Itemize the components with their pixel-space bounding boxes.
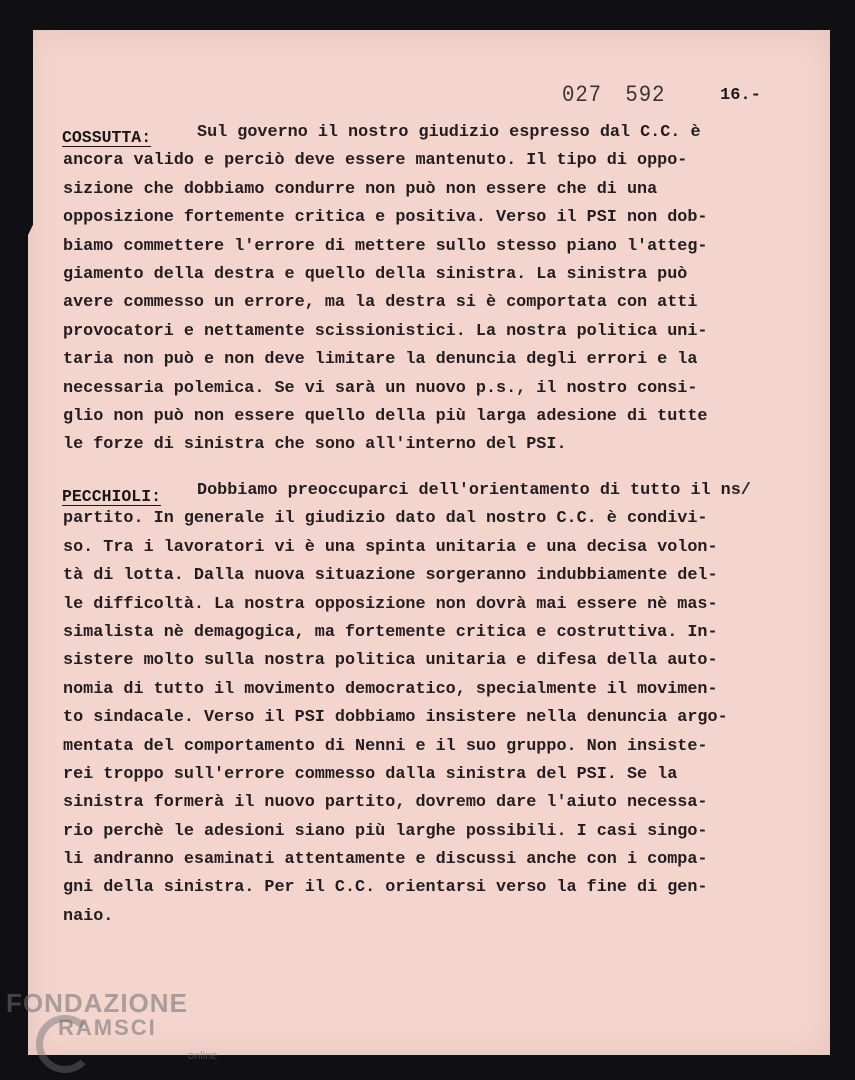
text-line: glio non può non essere quello della più larga adesione di tutte: [63, 406, 708, 426]
text-line: avere commesso un errore, ma la destra si è comportata con atti: [63, 293, 698, 313]
text-line: rei troppo sull'errore commesso dalla sinistra del PSI. Se la: [63, 764, 678, 784]
text-line: rio perchè le adesioni siano più larghe possibili. I casi singo-: [63, 821, 708, 841]
archive-number-part-b: 592: [625, 82, 666, 108]
text-line: sistere molto sulla nostra politica unitaria e difesa della auto-: [63, 651, 718, 671]
speaker-label-cossutta: COSSUTTA:: [62, 128, 152, 147]
text-line: simalista nè demagogica, ma fortemente critica e costruttiva. In-: [63, 622, 718, 642]
text-line: gni della sinistra. Per il C.C. orientarsi verso la fine di gen-: [63, 878, 708, 898]
text-line: le forze di sinistra che sono all'interno del PSI.: [63, 435, 567, 455]
page-number: 16.-: [720, 86, 761, 105]
text-line: opposizione fortemente critica e positiva. Verso il PSI non dob-: [63, 208, 708, 228]
text-line: sinistra formerà il nuovo partito, dovremo dare l'aiuto necessa-: [63, 793, 708, 813]
text-line: tà di lotta. Dalla nuova situazione sorgeranno indubbiamente del-: [63, 566, 718, 586]
speaker-label-pecchioli: PECCHIOLI:: [62, 487, 162, 506]
text-line: giamento della destra e quello della sinistra. La sinistra può: [63, 264, 688, 284]
watermark-text-line2: RAMSCI: [58, 1015, 157, 1040]
archive-number-part-a: 027: [562, 82, 602, 108]
text-line: Dobbiamo preoccuparci dell'orientamento di tutto il ns/: [197, 481, 751, 500]
watermark-text-line3: online: [188, 1050, 218, 1062]
text-line: necessaria polemica. Se vi sarà un nuovo p.s., il nostro consi-: [63, 378, 698, 398]
text-line: naio.: [63, 906, 114, 926]
watermark-logo: [6, 988, 188, 1041]
text-line: so. Tra i lavoratori vi è una spinta unitaria e una decisa volon-: [63, 537, 718, 557]
text-line: nomia di tutto il movimento democratico, specialmente il movimen-: [63, 679, 718, 699]
text-line: Sul governo il nostro giudizio espresso dal C.C. è: [197, 123, 701, 142]
text-line: li andranno esaminati attentamente e discussi anche con i compa-: [63, 850, 708, 870]
text-line: taria non può e non deve limitare la denuncia degli errori e la: [63, 350, 698, 370]
watermark-text-line1: FONDAZIONE: [6, 988, 188, 1018]
text-line: sizione che dobbiamo condurre non può non essere che di una: [63, 179, 658, 199]
text-line: to sindacale. Verso il PSI dobbiamo insistere nella denuncia argo-: [63, 708, 728, 728]
text-line: ancora valido e perciò deve essere mantenuto. Il tipo di oppo-: [63, 151, 688, 171]
watermark-g-icon: [36, 1015, 94, 1073]
text-line: provocatori e nettamente scissionistici. La nostra politica uni-: [63, 321, 708, 341]
text-line: mentata del comportamento di Nenni e il suo gruppo. Non insiste-: [63, 736, 708, 756]
text-line: le difficoltà. La nostra opposizione non dovrà mai essere nè mas-: [63, 594, 718, 614]
archive-number: [562, 82, 689, 108]
text-line: biamo commettere l'errore di mettere sullo stesso piano l'atteg-: [63, 236, 708, 256]
text-line: partito. In generale il giudizio dato dal nostro C.C. è condivi-: [63, 509, 708, 529]
